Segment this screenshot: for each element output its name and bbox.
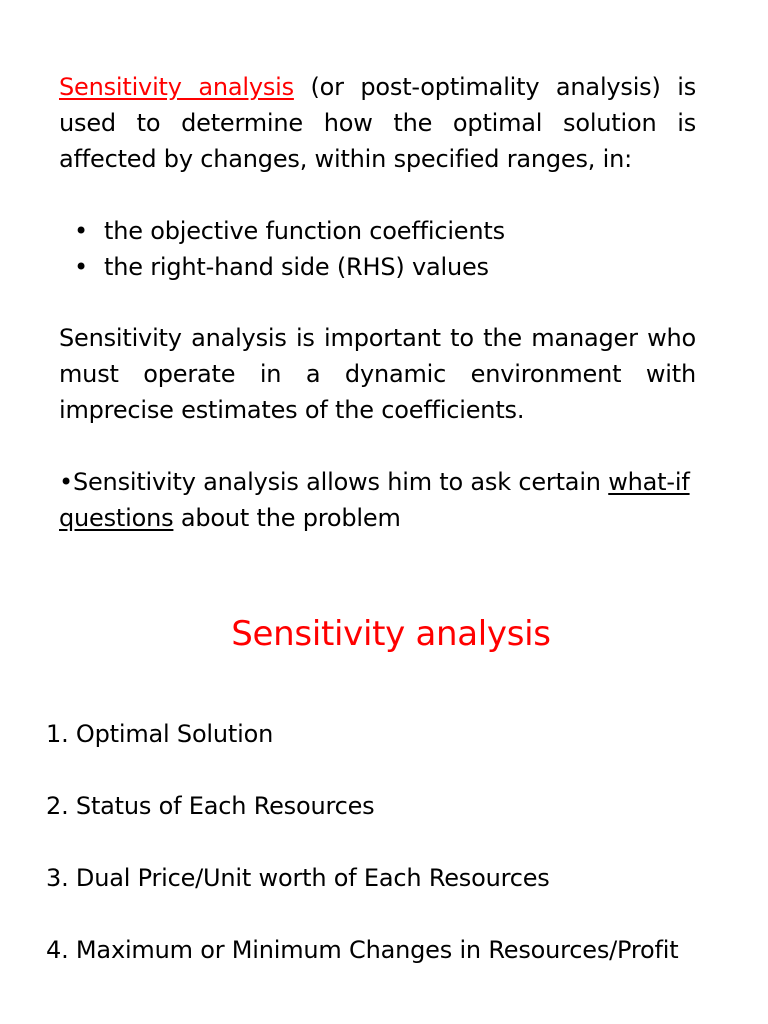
- bullet-icon: •: [74, 253, 88, 281]
- whatif-prefix: •Sensitivity analysis allows him to ask certain: [59, 468, 609, 496]
- section-title: Sensitivity analysis: [231, 614, 551, 654]
- intro-paragraph: [59, 69, 696, 177]
- bullet-text: the right-hand side (RHS) values: [104, 253, 489, 281]
- what-if-questions-link[interactable]: what-if questions: [59, 468, 690, 532]
- list-item: 4. Maximum or Minimum Changes in Resources/Profit: [46, 936, 679, 964]
- intro-text: (or post-optimality analysis) is used to determine how the optimal solution is affected by changes, within specified ranges, in:: [59, 73, 696, 173]
- coefficient-bullet-list: [72, 213, 505, 285]
- list-item: 2. Status of Each Resources: [46, 792, 375, 820]
- whatif-suffix: about the problem: [173, 504, 401, 532]
- sensitivity-analysis-link[interactable]: Sensitivity analysis: [59, 73, 294, 101]
- whatif-paragraph: [59, 464, 696, 536]
- list-item: 3. Dual Price/Unit worth of Each Resources: [46, 864, 550, 892]
- list-item: [72, 249, 505, 285]
- bullet-text: the objective function coefficients: [104, 217, 505, 245]
- manager-paragraph: Sensitivity analysis is important to the manager who must operate in a dynamic environment with imprecise estimates of the coefficients.: [59, 324, 696, 424]
- steps-list: [46, 716, 678, 1004]
- list-item: 1. Optimal Solution: [46, 720, 274, 748]
- bullet-icon: •: [74, 217, 88, 245]
- list-item: [72, 213, 505, 249]
